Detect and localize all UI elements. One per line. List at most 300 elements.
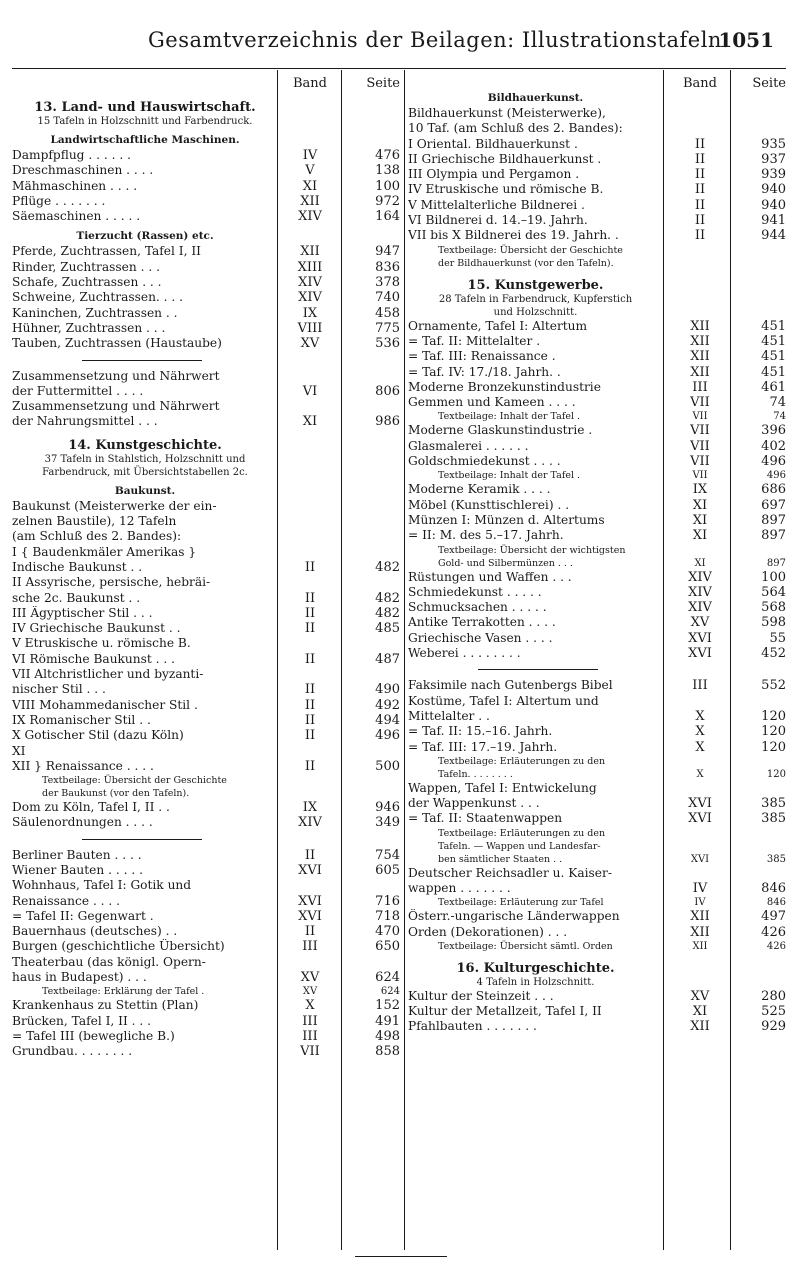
entry-title: VIII Mohammedanischer Stil . xyxy=(12,697,198,712)
text-note xyxy=(408,768,790,781)
band-value: II xyxy=(304,651,316,667)
text-note xyxy=(408,410,790,423)
page-value: 650 xyxy=(375,939,400,955)
entry-row xyxy=(408,334,790,349)
entry-title: Renaissance . . . . xyxy=(12,893,121,908)
entry-title: Antike Terrakotten . . . . xyxy=(408,615,556,630)
page-value: 426 xyxy=(761,924,786,940)
entry-row xyxy=(408,694,790,709)
page-value: 349 xyxy=(375,815,400,831)
band-value: II xyxy=(694,182,706,198)
entry-title: II Assyrische, persische, hebräi- xyxy=(12,575,211,590)
entry-title: Dom zu Köln, Tafel I, II . . xyxy=(12,800,170,815)
entry-title: zelnen Baustile), 12 Tafeln xyxy=(12,514,177,529)
page-value: 624 xyxy=(375,970,400,986)
entry-title: 10 Taf. (am Schluß des 2. Bandes): xyxy=(408,121,623,136)
text-note xyxy=(408,544,790,557)
entry-title: Österr.-ungarische Länderwappen xyxy=(408,909,620,924)
entry-title: VI Bildnerei d. 14.–19. Jahrh. xyxy=(408,213,588,228)
page-value: 378 xyxy=(375,275,400,291)
entry-row xyxy=(12,399,404,414)
entry-row xyxy=(408,631,790,646)
entry-row xyxy=(408,423,790,438)
entry-row xyxy=(12,909,404,924)
band-value: III xyxy=(302,1028,318,1044)
entry-row xyxy=(408,811,790,826)
entry-title: Weberei . . . . . . . . xyxy=(408,646,521,661)
entry-title: Schafe, Zuchtrassen . . . xyxy=(12,275,162,290)
entry-row xyxy=(12,591,404,606)
band-value: II xyxy=(304,728,316,744)
band-value: III xyxy=(302,939,318,955)
band-value: IV xyxy=(302,148,318,163)
text-note xyxy=(408,940,790,953)
text-note xyxy=(408,469,790,482)
entry-title: I { Baudenkmäler Amerikas } xyxy=(12,544,197,559)
entry-title: Textbeilage: Übersicht sämtl. Orden xyxy=(438,940,613,952)
entry-row xyxy=(408,228,790,243)
entry-title: Textbeilage: Erläuterung zur Tafel xyxy=(438,897,604,909)
section-heading: 16. Kulturgeschichte. xyxy=(456,960,615,976)
band-value: XI xyxy=(692,528,708,544)
band-value: XII xyxy=(690,924,710,940)
band-value: XV xyxy=(302,986,318,998)
entry-title: V Etruskische u. römische B. xyxy=(12,636,191,651)
band-value: X xyxy=(305,998,315,1014)
separator xyxy=(478,669,598,670)
page-value: 470 xyxy=(375,924,400,940)
entry-title: III Ägyptischer Stil . . . xyxy=(12,605,153,620)
entry-title: I Oriental. Bildhauerkunst . xyxy=(408,136,578,151)
entry-row xyxy=(12,560,404,575)
entry-row xyxy=(408,213,790,228)
band-value: XVI xyxy=(298,908,322,924)
page-value: 947 xyxy=(375,244,400,260)
entry-title: Münzen I: Münzen d. Altertums xyxy=(408,512,605,527)
entry-title: III Olympia und Pergamon . xyxy=(408,167,580,182)
note-text: Textbeilage: Übersicht der Geschichte xyxy=(438,244,623,256)
left-column xyxy=(12,76,404,1251)
separator xyxy=(82,839,202,840)
entry-title: Berliner Bauten . . . . xyxy=(12,847,142,862)
band-value: XI xyxy=(694,557,706,569)
entry-row xyxy=(408,709,790,724)
text-note xyxy=(408,244,790,257)
entry-row xyxy=(408,395,790,410)
entry-title: Glasmalerei . . . . . . xyxy=(408,438,529,453)
band-value: X xyxy=(695,708,705,724)
entry-row xyxy=(408,866,790,881)
band-value: II xyxy=(694,167,706,183)
page-value: 152 xyxy=(375,998,400,1014)
entry-title: Moderne Keramik . . . . xyxy=(408,482,551,497)
page-value: 624 xyxy=(380,986,400,998)
page-value: 939 xyxy=(761,167,786,183)
band-value: XII xyxy=(300,193,320,209)
page-value: 482 xyxy=(375,605,400,621)
section-subtitle: 37 Tafeln in Stahlstich, Holzschnitt und xyxy=(44,453,246,465)
entry-row xyxy=(12,667,404,682)
page-value: 836 xyxy=(375,259,400,275)
entry-row xyxy=(408,1019,790,1034)
band-value: X xyxy=(695,739,705,755)
page-value: 461 xyxy=(761,379,786,395)
page-value: 986 xyxy=(375,414,400,430)
page-value: 944 xyxy=(761,228,786,244)
band-value: VII xyxy=(300,1044,320,1060)
entry-title: Gold- und Silbermünzen . . . xyxy=(438,557,573,569)
entry-title: Zusammensetzung und Nährwert xyxy=(12,368,220,383)
seite-header: Seite xyxy=(752,76,786,91)
band-value: II xyxy=(304,605,316,621)
entry-title: Moderne Glaskunstindustrie . xyxy=(408,423,593,438)
entry-title: Gemmen und Kameen . . . . xyxy=(408,395,576,410)
band-value: VIII xyxy=(297,320,323,336)
subsection-heading: Landwirtschaftliche Maschinen. xyxy=(50,134,240,146)
entry-row xyxy=(12,606,404,621)
entry-row xyxy=(408,646,790,661)
page-value: 740 xyxy=(375,290,400,306)
entry-title: Wiener Bauten . . . . . xyxy=(12,862,143,877)
entry-row xyxy=(12,759,404,774)
page-value: 487 xyxy=(375,651,400,667)
page-value: 496 xyxy=(761,454,786,470)
entry-row xyxy=(408,881,790,896)
page-value: 451 xyxy=(761,349,786,365)
page-value: 385 xyxy=(761,796,786,812)
entry-row xyxy=(12,728,404,743)
page-value: 451 xyxy=(761,333,786,349)
entry-row xyxy=(12,194,404,209)
section-subtitle: und Holzschnitt. xyxy=(493,306,578,318)
band-value: XIV xyxy=(298,815,322,831)
section-subtitle: 15 Tafeln in Holzschnitt und Farbendruck. xyxy=(37,116,253,127)
text-note xyxy=(408,853,790,866)
page-value: 897 xyxy=(761,528,786,544)
entry-title: Rinder, Zuchtrassen . . . xyxy=(12,259,160,274)
text-note xyxy=(408,557,790,570)
entry-title: Textbeilage: Erläuterungen zu den xyxy=(438,827,606,839)
page-value: 490 xyxy=(375,682,400,698)
entry-title: Kaninchen, Zuchtrassen . . xyxy=(12,305,178,320)
entry-title: Bauernhaus (deutsches) . . xyxy=(12,924,178,939)
entry-title: nischer Stil . . . xyxy=(12,682,106,697)
entry-title: Schweine, Zuchtrassen. . . . xyxy=(12,290,184,305)
page-value: 426 xyxy=(766,940,786,952)
band-value: IV xyxy=(694,897,706,909)
page-value: 458 xyxy=(375,305,400,321)
header-rule xyxy=(12,68,786,69)
page-value: 452 xyxy=(761,646,786,662)
band-value: III xyxy=(302,1013,318,1029)
entry-title: = Taf. III: 17.–19. Jahrh. xyxy=(408,739,558,754)
note-text: Textbeilage: Übersicht der Geschichte xyxy=(42,775,227,787)
page-value: 498 xyxy=(375,1028,400,1044)
entry-row xyxy=(408,513,790,528)
band-value: XIII xyxy=(297,259,323,275)
entry-row xyxy=(408,528,790,543)
page-value: 564 xyxy=(761,584,786,600)
entry-title: Kostüme, Tafel I: Altertum und xyxy=(408,693,599,708)
band-value: XII xyxy=(690,364,710,380)
band-header: Band xyxy=(293,76,327,91)
page-title: Gesamtverzeichnis der Beilagen: Illustrationstafeln. xyxy=(148,28,730,52)
page-value: 491 xyxy=(375,1013,400,1029)
entry-title: = Taf. II: 15.–16. Jahrh. xyxy=(408,724,553,739)
page-value: 806 xyxy=(375,383,400,399)
band-value: XVI xyxy=(690,853,710,865)
page-value: 138 xyxy=(375,163,400,179)
band-value: XV xyxy=(690,988,710,1004)
entry-title: Wohnhaus, Tafel I: Gotik und xyxy=(12,878,192,893)
page-value: 120 xyxy=(761,739,786,755)
right-column xyxy=(408,76,790,1251)
entry-row xyxy=(408,1004,790,1019)
band-value: XVI xyxy=(688,796,712,812)
entry-row xyxy=(408,740,790,755)
entry-row xyxy=(12,878,404,893)
band-value: XVI xyxy=(688,811,712,827)
column-rule xyxy=(404,70,405,1250)
entry-row xyxy=(12,621,404,636)
entry-title: der Futtermittel . . . . xyxy=(12,383,144,398)
separator xyxy=(82,360,202,361)
page-value: 482 xyxy=(375,590,400,606)
entry-row xyxy=(12,260,404,275)
entry-title: = Tafel II: Gegenwart . xyxy=(12,908,154,923)
entry-title: Brücken, Tafel I, II . . . xyxy=(12,1013,152,1028)
entry-title: Tafeln. — Wappen und Landesfar- xyxy=(438,840,601,852)
page-value: 451 xyxy=(761,364,786,380)
band-value: XV xyxy=(690,615,710,631)
page-value: 935 xyxy=(761,136,786,152)
entry-title: Deutscher Reichsadler u. Kaiser- xyxy=(408,865,612,880)
band-value: VII xyxy=(690,438,710,454)
entry-title: = Tafel III (bewegliche B.) xyxy=(12,1028,175,1043)
band-value: VII xyxy=(690,454,710,470)
section-heading: 13. Land- und Hauswirtschaft. xyxy=(34,100,256,115)
entry-row xyxy=(408,198,790,213)
band-value: II xyxy=(304,621,316,637)
band-value: XII xyxy=(300,244,320,260)
entry-title: Burgen (geschichtliche Übersicht) xyxy=(12,939,225,954)
entry-title: ben sämtlicher Staaten . . xyxy=(438,853,563,865)
band-header: Band xyxy=(683,76,717,91)
band-value: IX xyxy=(302,800,318,816)
band-value: X xyxy=(696,768,704,780)
section-subtitle: 28 Tafeln in Farbendruck, Kupferstich xyxy=(438,293,633,305)
entry-title: Griechische Vasen . . . . xyxy=(408,630,553,645)
text-note xyxy=(12,774,404,787)
band-value: VII xyxy=(690,395,710,411)
page-value: 497 xyxy=(761,909,786,925)
text-note xyxy=(408,840,790,853)
entry-title: Krankenhaus zu Stettin (Plan) xyxy=(12,998,199,1013)
band-value: II xyxy=(304,924,316,940)
column-header xyxy=(12,76,404,92)
band-value: III xyxy=(692,678,708,694)
entry-row xyxy=(12,815,404,830)
band-value: XIV xyxy=(688,600,712,616)
entry-row xyxy=(408,925,790,940)
entry-row xyxy=(12,652,404,667)
band-value: IV xyxy=(692,880,708,896)
band-value: VII xyxy=(690,423,710,439)
page-value: 775 xyxy=(375,320,400,336)
entry-row xyxy=(12,275,404,290)
page-value: 937 xyxy=(761,151,786,167)
page-value: 500 xyxy=(375,758,400,774)
entry-title: V Mittelalterliche Bildnerei . xyxy=(408,197,585,212)
page-value: 100 xyxy=(761,569,786,585)
entry-title: der Wappenkunst . . . xyxy=(408,796,540,811)
entry-row xyxy=(408,365,790,380)
entry-row xyxy=(408,106,790,121)
entry-row xyxy=(12,1029,404,1044)
subsection-heading: Bildhauerkunst. xyxy=(487,92,584,104)
entry-title: II Griechische Bildhauerkunst . xyxy=(408,151,602,166)
entry-title: Hühner, Zuchtrassen . . . xyxy=(12,320,166,335)
band-value: XV xyxy=(300,970,320,986)
page-value: 494 xyxy=(375,712,400,728)
entry-row xyxy=(12,244,404,259)
band-value: II xyxy=(304,682,316,698)
band-value: XII xyxy=(692,940,708,952)
page-value: 164 xyxy=(375,209,400,225)
entry-row xyxy=(12,682,404,697)
entry-row xyxy=(408,796,790,811)
page-value: 385 xyxy=(766,853,786,865)
page-value: 568 xyxy=(761,600,786,616)
note-text: der Baukunst (vor den Tafeln). xyxy=(42,788,190,800)
entry-row xyxy=(408,678,790,693)
entry-title: = II: M. des 5.–17. Jahrh. xyxy=(408,528,564,543)
entry-row xyxy=(12,306,404,321)
entry-row xyxy=(408,498,790,513)
entry-row xyxy=(12,1014,404,1029)
band-value: II xyxy=(304,847,316,863)
entry-row xyxy=(408,349,790,364)
section-heading: 15. Kunstgewerbe. xyxy=(467,277,604,293)
entry-row xyxy=(408,454,790,469)
entry-title: Säulenordnungen . . . . xyxy=(12,815,153,830)
entry-row xyxy=(408,137,790,152)
entry-title: Säemaschinen . . . . . xyxy=(12,209,141,224)
page-value: 100 xyxy=(375,178,400,194)
entry-row xyxy=(12,800,404,815)
entry-row xyxy=(408,615,790,630)
entry-title: wappen . . . . . . . xyxy=(408,880,511,895)
band-value: XI xyxy=(692,497,708,513)
entry-row xyxy=(12,863,404,878)
entry-row xyxy=(12,955,404,970)
entry-row xyxy=(12,514,404,529)
page-value: 120 xyxy=(766,768,786,780)
page-value: 754 xyxy=(375,847,400,863)
band-value: VII xyxy=(692,470,708,482)
text-note xyxy=(408,827,790,840)
page-value: 897 xyxy=(761,512,786,528)
note-text: der Bildhauerkunst (vor den Tafeln). xyxy=(438,257,614,269)
band-value: XI xyxy=(302,178,318,194)
entry-title: Kultur der Metallzeit, Tafel I, II xyxy=(408,1004,602,1019)
entry-title: = Taf. II: Staatenwappen xyxy=(408,811,563,826)
entry-row xyxy=(12,939,404,954)
page-value: 846 xyxy=(761,880,786,896)
entry-title: Mittelalter . . xyxy=(408,708,490,723)
entry-title: Bildhauerkunst (Meisterwerke), xyxy=(408,106,606,120)
page-value: 929 xyxy=(761,1019,786,1035)
band-value: XI xyxy=(692,512,708,528)
entry-title: Baukunst (Meisterwerke der ein- xyxy=(12,498,217,513)
band-value: XII xyxy=(690,1019,710,1035)
entry-title: VII bis X Bildnerei des 19. Jahrh. . xyxy=(408,228,619,243)
entry-row xyxy=(12,1044,404,1059)
band-value: II xyxy=(304,758,316,774)
entry-row xyxy=(12,499,404,514)
band-value: II xyxy=(304,697,316,713)
entry-title: IV Etruskische und römische B. xyxy=(408,182,604,197)
band-value: III xyxy=(692,379,708,395)
band-value: II xyxy=(694,228,706,244)
entry-title: Tafeln. . . . . . . . xyxy=(438,768,513,780)
entry-title: = Taf. III: Renaissance . xyxy=(408,349,556,364)
page-value: 858 xyxy=(375,1044,400,1060)
entry-row xyxy=(12,163,404,178)
band-value: II xyxy=(694,213,706,229)
entry-title: VII Altchristlicher und byzanti- xyxy=(12,667,204,682)
band-value: II xyxy=(304,559,316,575)
entry-title: Textbeilage: Übersicht der wichtigsten xyxy=(438,544,626,556)
band-value: XII xyxy=(690,333,710,349)
page-value: 718 xyxy=(375,908,400,924)
page-header xyxy=(0,0,800,60)
entry-title: XII } Renaissance . . . . xyxy=(12,758,154,773)
page-value: 476 xyxy=(375,148,400,163)
page-value: 485 xyxy=(375,621,400,637)
band-value: VI xyxy=(302,383,318,399)
page-value: 280 xyxy=(761,988,786,1004)
band-value: II xyxy=(694,136,706,152)
subsection-heading: Baukunst. xyxy=(114,484,176,497)
entry-row xyxy=(408,319,790,334)
entry-row xyxy=(12,636,404,651)
entry-title: = Taf. IV: 17./18. Jahrh. . xyxy=(408,364,561,379)
text-note xyxy=(408,257,790,270)
entry-title: Rüstungen und Waffen . . . xyxy=(408,569,572,584)
page-value: 897 xyxy=(766,557,786,569)
entry-title: der Nahrungsmittel . . . xyxy=(12,414,158,429)
band-value: XII xyxy=(690,909,710,925)
page-number: 1051 xyxy=(718,28,774,52)
band-value: XIV xyxy=(298,275,322,291)
band-value: IX xyxy=(302,305,318,321)
page-value: 686 xyxy=(761,482,786,498)
band-value: XVI xyxy=(298,862,322,878)
entry-row xyxy=(12,970,404,985)
entry-row xyxy=(408,600,790,615)
page-value: 972 xyxy=(375,193,400,209)
entry-row xyxy=(12,369,404,384)
page-value: 536 xyxy=(375,336,400,352)
band-value: X xyxy=(695,724,705,740)
entry-title: Pflüge . . . . . . . xyxy=(12,193,106,208)
band-value: XI xyxy=(692,1004,708,1020)
page-value: 120 xyxy=(761,724,786,740)
entry-row xyxy=(12,924,404,939)
band-value: VII xyxy=(692,411,708,423)
entry-title: Ornamente, Tafel I: Altertum xyxy=(408,318,588,333)
